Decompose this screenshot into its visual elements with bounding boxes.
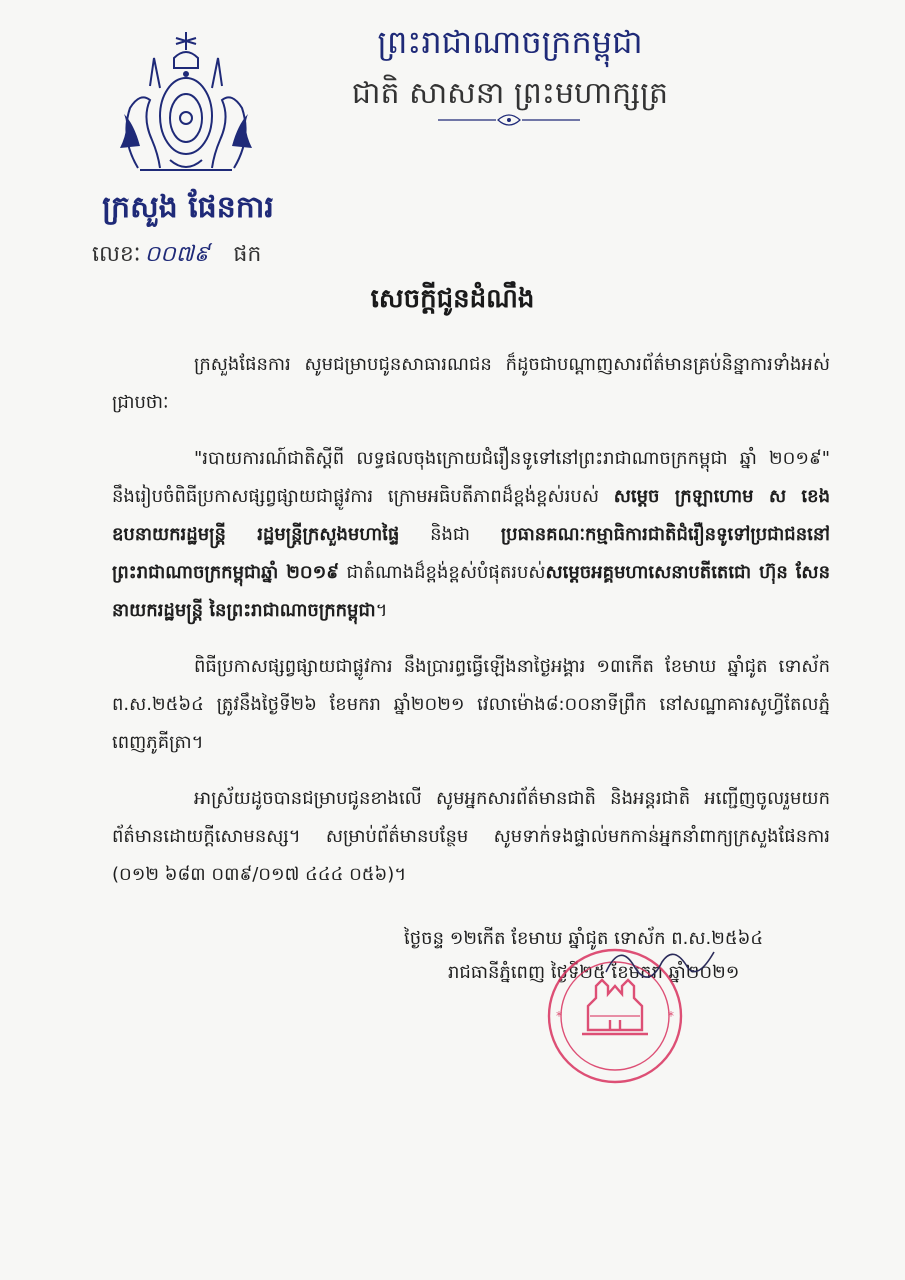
p2-bold-b: សម្ដេច ក្រឡាហោម ស ខេង ឧបនាយករដ្ឋមន្ត្រី រដ្ឋមន្ត្រីក្រសួងមហាផ្ទៃ (112, 486, 830, 545)
notice-body (112, 346, 830, 912)
p2-text-c: និងជា (399, 524, 501, 545)
paragraph-intro: ក្រសួងផែនការ សូមជម្រាបជូនសាធារណជន ក៏ដូចជាបណ្ដាញសារព័ត៌មានគ្រប់និន្នាការទាំងអស់ជ្រាបថាៈ (112, 354, 830, 413)
paragraph-contact: អាស្រ័យដូចបានជម្រាបជូនខាងលើ សូមអ្នកសារព័ត៌មានជាតិ និងអន្តរជាតិ អញ្ជើញចូលរួមយកព័ត៌មានដោយក្ដីសោមនស្ស។ សម្រាប់ព័ត៌មានបន្ថែម សូមទាក់ទងផ្ទាល់មកកាន់អ្នកនាំពាក្យក្រសួងផែនការ (០១២ ៦៨៣ ០៣៩/០១៧ ៤៤៤ ០៥៦)។ (112, 788, 830, 885)
p2-bold-d: ប្រធានគណៈកម្មាធិការជាតិជំរឿនទូទៅប្រជាជននៅព្រះរាជាណាចក្រកម្ពុជាឆ្នាំ ២០១៩ (112, 524, 831, 583)
ornament-divider (438, 112, 580, 128)
national-motto: ជាតិ សាសនា ព្រះមហាក្សត្រ (351, 76, 669, 111)
royal-arms-emblem (100, 28, 272, 178)
svg-text:*: * (556, 1009, 562, 1023)
svg-text:*: * (668, 1009, 674, 1023)
paragraph-event-details: ពិធីប្រកាសផ្សព្វផ្សាយជាផ្លូវការ នឹងប្រារព្ធធ្វើឡើងនាថ្ងៃអង្គារ ១៣កើត ខែមាឃ ឆ្នាំជូត ទោស័ក ព.ស.២៥៦៤ ត្រូវនឹងថ្ងៃទី២៦ ខែមករា ឆ្នាំ២០២១ វេលាម៉ោង៨:០០នាទីព្រឹក នៅសណ្ឋាគារសូហ្វីតែលភ្នំពេញភូគីត្រា។ (112, 656, 830, 753)
document-number (92, 240, 261, 272)
ministry-name: ក្រសួង ផែនការ (102, 190, 274, 225)
p2-bold-f: សម្ដេចអគ្គមហាសេនាបតីតេជោ ហ៊ុន សែន នាយករដ្ឋមន្ត្រី នៃព្រះរាជាណាចក្រកម្ពុជា (112, 562, 830, 621)
p2-text-e: ជាតំណាងដ៏ខ្ពង់ខ្ពស់បំផុតរបស់ (339, 562, 546, 583)
paragraph-announcement (112, 440, 830, 630)
notice-title: សេចក្ដីជូនដំណឹង (370, 284, 535, 314)
place-date: រាជធានីភ្នំពេញ ថ្ងៃទី២៥ ខែមករា ឆ្នាំ២០២១ (448, 962, 740, 983)
p2-text-g: ។ (375, 600, 388, 621)
lunar-date: ថ្ងៃចន្ទ ១២កើត ខែមាឃ ឆ្នាំជូត ទោស័ក ព.ស.២៥៦៤ (404, 928, 764, 949)
doc-number-suffix: ផក (233, 242, 262, 267)
p2-text-a: "របាយការណ៍ជាតិស្ដីពី លទ្ធផលចុងក្រោយជំរឿនទូទៅនៅព្រះរាជាណាចក្រកម្ពុជា ឆ្នាំ ២០១៩" នឹងរៀបចំពិធីប្រកាសផ្សព្វផ្សាយជាផ្លូវការ ក្រោមអធិបតីភាពដ៏ខ្ពង់ខ្ពស់របស់ (112, 448, 830, 507)
kingdom-title: ព្រះរាជាណាចក្រកម្ពុជា (377, 23, 643, 61)
doc-number-label: លេខៈ (92, 242, 141, 267)
signature-scribble (600, 932, 720, 992)
doc-number-value: ០០៧៩ (144, 242, 210, 267)
